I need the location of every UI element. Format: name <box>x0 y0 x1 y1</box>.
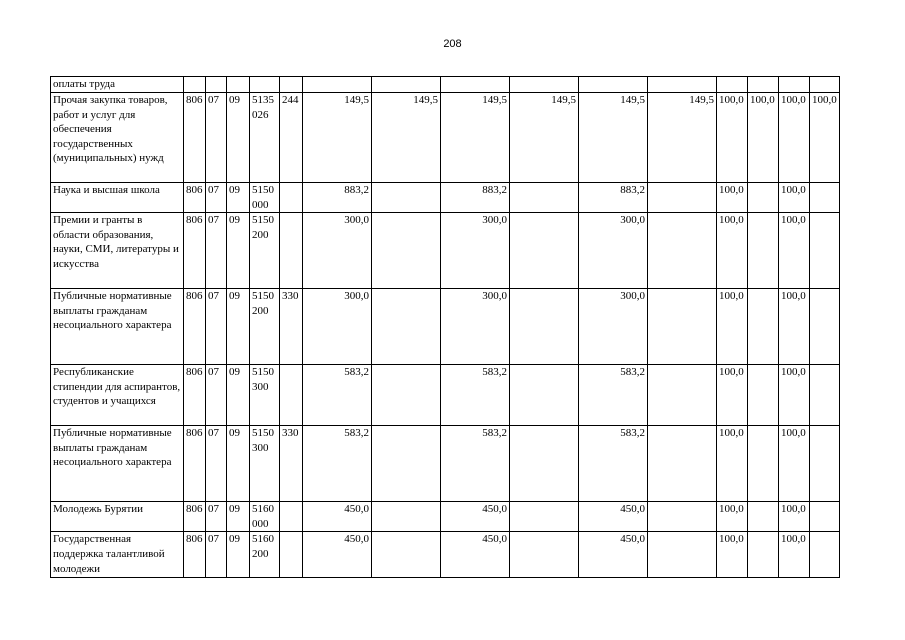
amount-3-cell: 300,0 <box>441 213 510 289</box>
amount-3-cell: 583,2 <box>441 426 510 502</box>
table-row <box>51 532 840 578</box>
amount-5-cell: 883,2 <box>579 183 648 213</box>
percent-2-cell <box>748 532 779 578</box>
amount-4-cell <box>510 183 579 213</box>
section-code-cell: 07 <box>206 502 227 532</box>
amount-1-cell: 583,2 <box>303 365 372 426</box>
amount-3-cell <box>441 77 510 93</box>
amount-4-cell <box>510 213 579 289</box>
subsection-code-cell: 09 <box>227 213 250 289</box>
amount-2-cell <box>372 77 441 93</box>
row-name-cell: Молодежь Бурятии <box>51 502 184 532</box>
amount-2-cell <box>372 213 441 289</box>
expense-type-code-cell: 330 <box>280 426 303 502</box>
subsection-code-cell: 09 <box>227 532 250 578</box>
amount-3-cell: 149,5 <box>441 93 510 183</box>
amount-1-cell: 300,0 <box>303 213 372 289</box>
expense-type-code-cell <box>280 183 303 213</box>
amount-3-cell: 300,0 <box>441 289 510 365</box>
expense-type-code-cell <box>280 532 303 578</box>
row-name-cell: Наука и высшая школа <box>51 183 184 213</box>
admin-code-cell: 806 <box>184 426 206 502</box>
amount-6-cell <box>648 289 717 365</box>
admin-code-cell <box>184 77 206 93</box>
amount-4-cell <box>510 426 579 502</box>
percent-1-cell: 100,0 <box>717 213 748 289</box>
amount-6-cell <box>648 213 717 289</box>
admin-code-cell: 806 <box>184 365 206 426</box>
amount-5-cell <box>579 77 648 93</box>
subsection-code-cell: 09 <box>227 426 250 502</box>
amount-4-cell <box>510 289 579 365</box>
amount-4-cell <box>510 532 579 578</box>
table-row <box>51 502 840 532</box>
amount-2-cell <box>372 183 441 213</box>
amount-5-cell: 450,0 <box>579 502 648 532</box>
target-code-cell: 5135 026 <box>250 93 280 183</box>
percent-4-cell <box>810 289 840 365</box>
percent-3-cell: 100,0 <box>779 502 810 532</box>
amount-6-cell <box>648 426 717 502</box>
amount-3-cell: 583,2 <box>441 365 510 426</box>
amount-5-cell: 583,2 <box>579 365 648 426</box>
amount-5-cell: 583,2 <box>579 426 648 502</box>
amount-6-cell <box>648 77 717 93</box>
target-code-cell <box>250 77 280 93</box>
amount-2-cell <box>372 426 441 502</box>
amount-1-cell: 300,0 <box>303 289 372 365</box>
percent-2-cell <box>748 289 779 365</box>
percent-3-cell: 100,0 <box>779 93 810 183</box>
amount-6-cell <box>648 502 717 532</box>
subsection-code-cell: 09 <box>227 183 250 213</box>
subsection-code-cell: 09 <box>227 93 250 183</box>
subsection-code-cell: 09 <box>227 289 250 365</box>
subsection-code-cell: 09 <box>227 365 250 426</box>
amount-1-cell: 450,0 <box>303 532 372 578</box>
table-row <box>51 426 840 502</box>
row-name-cell: Республиканские стипендии для аспирантов, студентов и учащихся <box>51 365 184 426</box>
percent-2-cell <box>748 183 779 213</box>
percent-4-cell <box>810 502 840 532</box>
amount-3-cell: 883,2 <box>441 183 510 213</box>
target-code-cell: 5150 300 <box>250 365 280 426</box>
percent-3-cell <box>779 77 810 93</box>
expense-type-code-cell: 244 <box>280 93 303 183</box>
section-code-cell: 07 <box>206 213 227 289</box>
percent-2-cell <box>748 365 779 426</box>
target-code-cell: 5150 200 <box>250 213 280 289</box>
table-row <box>51 213 840 289</box>
percent-4-cell <box>810 532 840 578</box>
percent-1-cell: 100,0 <box>717 426 748 502</box>
amount-4-cell <box>510 77 579 93</box>
table-row <box>51 77 840 93</box>
row-name-cell: Прочая закупка товаров, работ и услуг для обеспечения государственных (муниципальных) нужд <box>51 93 184 183</box>
expense-type-code-cell <box>280 502 303 532</box>
expense-type-code-cell <box>280 213 303 289</box>
admin-code-cell: 806 <box>184 93 206 183</box>
section-code-cell: 07 <box>206 93 227 183</box>
amount-6-cell <box>648 183 717 213</box>
percent-1-cell <box>717 77 748 93</box>
percent-3-cell: 100,0 <box>779 365 810 426</box>
percent-1-cell: 100,0 <box>717 183 748 213</box>
percent-4-cell: 100,0 <box>810 93 840 183</box>
percent-2-cell: 100,0 <box>748 93 779 183</box>
amount-3-cell: 450,0 <box>441 502 510 532</box>
section-code-cell <box>206 77 227 93</box>
amount-2-cell <box>372 532 441 578</box>
section-code-cell: 07 <box>206 365 227 426</box>
row-name-cell: Публичные нормативные выплаты гражданам несоциального характера <box>51 426 184 502</box>
row-name-cell: Государственная поддержка талантливой молодежи <box>51 532 184 578</box>
amount-6-cell: 149,5 <box>648 93 717 183</box>
admin-code-cell: 806 <box>184 289 206 365</box>
percent-4-cell <box>810 365 840 426</box>
amount-1-cell: 149,5 <box>303 93 372 183</box>
section-code-cell: 07 <box>206 289 227 365</box>
amount-2-cell <box>372 365 441 426</box>
amount-1-cell: 883,2 <box>303 183 372 213</box>
amount-2-cell <box>372 289 441 365</box>
target-code-cell: 5160 000 <box>250 502 280 532</box>
percent-3-cell: 100,0 <box>779 183 810 213</box>
amount-1-cell <box>303 77 372 93</box>
row-name-cell: Премии и гранты в области образования, науки, СМИ, литературы и искусства <box>51 213 184 289</box>
amount-2-cell <box>372 502 441 532</box>
amount-5-cell: 450,0 <box>579 532 648 578</box>
percent-2-cell <box>748 77 779 93</box>
percent-4-cell <box>810 183 840 213</box>
percent-2-cell <box>748 426 779 502</box>
subsection-code-cell: 09 <box>227 502 250 532</box>
table-row <box>51 365 840 426</box>
admin-code-cell: 806 <box>184 213 206 289</box>
table-row <box>51 93 840 183</box>
percent-1-cell: 100,0 <box>717 93 748 183</box>
amount-4-cell <box>510 502 579 532</box>
target-code-cell: 5160 200 <box>250 532 280 578</box>
target-code-cell: 5150 300 <box>250 426 280 502</box>
target-code-cell: 5150 200 <box>250 289 280 365</box>
page-number: 208 <box>443 38 462 50</box>
expense-type-code-cell <box>280 77 303 93</box>
expense-type-code-cell: 330 <box>280 289 303 365</box>
percent-2-cell <box>748 502 779 532</box>
expense-type-code-cell <box>280 365 303 426</box>
amount-2-cell: 149,5 <box>372 93 441 183</box>
table-row <box>51 183 840 213</box>
table-row <box>51 289 840 365</box>
percent-4-cell <box>810 77 840 93</box>
amount-3-cell: 450,0 <box>441 532 510 578</box>
percent-3-cell: 100,0 <box>779 426 810 502</box>
amount-4-cell: 149,5 <box>510 93 579 183</box>
amount-5-cell: 149,5 <box>579 93 648 183</box>
admin-code-cell: 806 <box>184 183 206 213</box>
percent-1-cell: 100,0 <box>717 365 748 426</box>
percent-4-cell <box>810 426 840 502</box>
row-name-cell: Публичные нормативные выплаты гражданам несоциального характера <box>51 289 184 365</box>
section-code-cell: 07 <box>206 426 227 502</box>
amount-4-cell <box>510 365 579 426</box>
amount-6-cell <box>648 365 717 426</box>
amount-1-cell: 583,2 <box>303 426 372 502</box>
subsection-code-cell <box>227 77 250 93</box>
percent-4-cell <box>810 213 840 289</box>
budget-table <box>50 76 840 578</box>
percent-1-cell: 100,0 <box>717 532 748 578</box>
row-name-cell: оплаты труда <box>51 77 184 93</box>
amount-1-cell: 450,0 <box>303 502 372 532</box>
percent-1-cell: 100,0 <box>717 502 748 532</box>
section-code-cell: 07 <box>206 532 227 578</box>
amount-5-cell: 300,0 <box>579 289 648 365</box>
percent-3-cell: 100,0 <box>779 213 810 289</box>
admin-code-cell: 806 <box>184 502 206 532</box>
amount-6-cell <box>648 532 717 578</box>
percent-3-cell: 100,0 <box>779 289 810 365</box>
percent-3-cell: 100,0 <box>779 532 810 578</box>
admin-code-cell: 806 <box>184 532 206 578</box>
section-code-cell: 07 <box>206 183 227 213</box>
percent-2-cell <box>748 213 779 289</box>
target-code-cell: 5150 000 <box>250 183 280 213</box>
amount-5-cell: 300,0 <box>579 213 648 289</box>
percent-1-cell: 100,0 <box>717 289 748 365</box>
